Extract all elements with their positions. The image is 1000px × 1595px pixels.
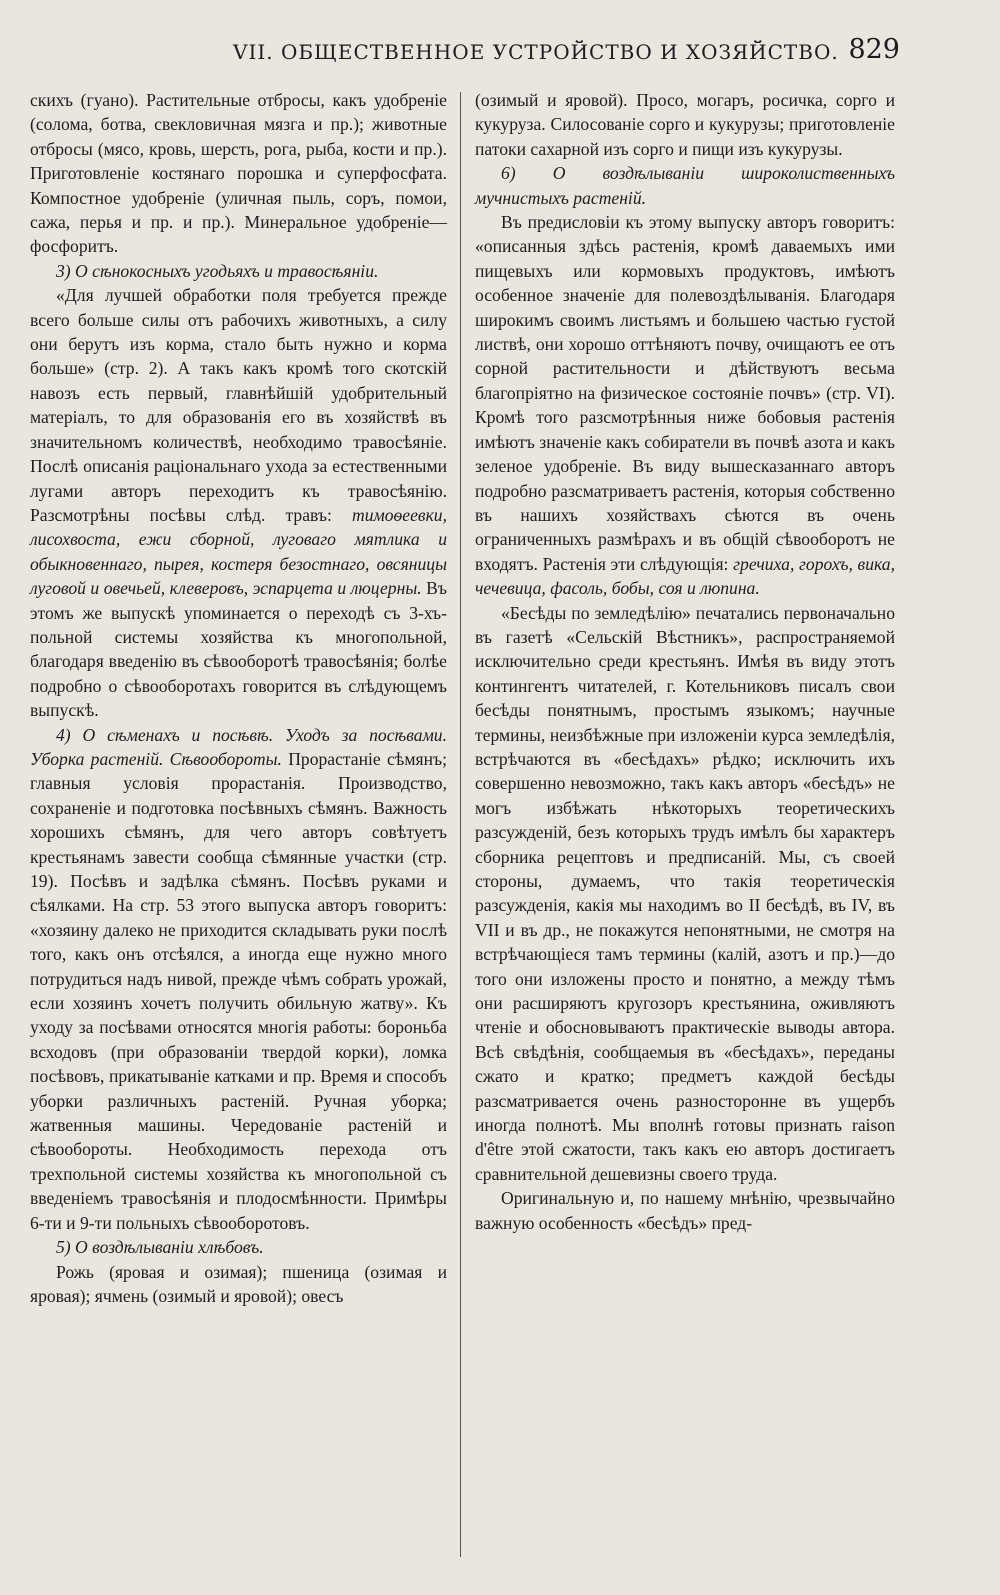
- section-heading: 4) О сѣменахъ и посѣвѣ. Уходъ за посѣвами. Уборка растеній. Сѣвообороты.: [30, 724, 447, 769]
- column-divider: [460, 92, 461, 1557]
- paragraph: скихъ (гуано). Растительные отбросы, какъ удобреніе (солома, ботва, свекловичная мязга и пр.); животные отбросы (мясо, кровь, шерсть, рога, рыба, кости и пр.). Приготовленіе костянаго порошка и суперфосфата. Компостное удобреніе (уличная пыль, соръ, помои, сажа, перья и пр. и пр.). Минеральное удобреніе—фосфоритъ.: [30, 90, 447, 257]
- paragraph: Оригинальную и, по нашему мнѣнію, чрезвычайно важную особенность «бесѣдъ» пред-: [475, 1188, 895, 1233]
- paragraph-text: Въ этомъ же выпускѣ упоминается о переходѣ съ 3-хъ-польной системы хозяйства къ многопольной, благодаря введенію въ сѣвооборотѣ травосѣянія; болѣе подробно о сѣвооборотахъ говорится въ слѣдующемъ выпускѣ.: [30, 578, 447, 721]
- paragraph-text: «Для лучшей обработки поля требуется прежде всего больше силы отъ рабочихъ животныхъ, а силу они берутъ изъ корма, стало быть нужно и корма больше» (стр. 2). А такъ какъ кромѣ того скотскій навозъ есть первый, главнѣйшій удобрительный матеріалъ, то для образованія его въ хозяйствѣ въ значительномъ количествѣ, необходимо травосѣяніе. Послѣ описанія раціональнаго ухода за естественными лугами авторъ переходитъ къ травосѣянію. Разсмотрѣны посѣвы слѣд. травъ:: [30, 285, 447, 525]
- paragraph: [30, 723, 447, 1236]
- paragraph: «Бесѣды по земледѣлію» печатались первоначально въ газетѣ «Сельскій Вѣстникъ», распространяемой исключительно среди крестьянъ. Имѣя въ виду этотъ контингентъ читателей, г. Котельниковъ писалъ свои бесѣды понятнымъ, простымъ языкомъ; научные термины, неизбѣжные при изложеніи курса земледѣлія, встрѣчаются въ «бесѣдахъ» рѣдко; исключить ихъ совершенно невозможно, такъ какъ авторъ «бесѣдъ» не могъ избѣжать нѣкоторыхъ теоретическихъ разсужденій, безъ которыхъ трудъ имѣлъ бы характеръ сборника рецептовъ и предписаній. Мы, съ своей стороны, думаемъ, что такія теоретическія разсужденія, какія мы находимъ во II бесѣдѣ, въ IV, въ VII и въ др., не покажутся непонятными, не смотря на встрѣчающіеся тамъ термины (калій, азотъ и пр.)—до того они изложены просто и понятно, а между тѣмъ они расширяютъ кругозоръ крестьянина, оживляютъ чтеніе и обосновываютъ практическіе выводы автора. Всѣ свѣдѣнія, сообщаемыя въ «бесѣдахъ», переданы сжато и кратко; предметъ каждой бесѣды разсматривается очень разносторонне въ ущербъ иногда полнотѣ. Мы вполнѣ готовы признать raison d'être этой сжатости, такъ какъ ею авторъ достигаетъ сравнительной дешевизны своего труда.: [475, 602, 895, 1184]
- section-title: VII. ОБЩЕСТВЕННОЕ УСТРОЙСТВО И ХОЗЯЙСТВО.: [233, 40, 839, 64]
- paragraph: (озимый и яровой). Просо, могаръ, росичка, сорго и кукуруза. Силосованіе сорго и кукурузы; приготовленіе патоки сахарной изъ сорго и пищи изъ кукурузы.: [475, 90, 895, 159]
- right-column: [475, 88, 895, 1235]
- paragraph: [475, 210, 895, 601]
- paragraph-text: Въ предисловіи къ этому выпуску авторъ говоритъ: «описанныя здѣсь растенія, кромѣ даваемыхъ ими пищевыхъ или кормовыхъ продуктовъ, имѣютъ особенное значеніе для полевоздѣлыванія. Благодаря широкимъ своимъ листьямъ и большею частью густой листвѣ, они хорошо оттѣняютъ почву, очищаютъ ее отъ сорной растительности и дѣйствуютъ весьма благопріятно на физическое состояніе почвъ» (стр. VI). Кромѣ того разсмотрѣнныя ниже бобовыя растенія имѣютъ значеніе какъ собиратели въ почвѣ азота и какъ зеленое удобреніе. Въ виду вышесказаннаго авторъ подробно разсматриваетъ растенія, которыя собственно въ нашихъ хозяйствахъ сѣются въ очень ограниченныхъ размѣрахъ и въ общій сѣвооборотъ не входятъ. Растенія эти слѣдующія:: [475, 212, 895, 574]
- section-heading: 3) О сѣнокосныхъ угодьяхъ и травосѣяніи.: [56, 260, 379, 281]
- running-header: [0, 34, 1000, 74]
- plant-list: гречиха, горохъ, вика, чечевица, фасоль, бобы, соя и люпина.: [475, 553, 895, 599]
- section-heading: 5) О воздѣлываніи хлѣбовъ.: [56, 1237, 264, 1258]
- paragraph: [30, 283, 447, 722]
- paragraph-text: Прорастаніе сѣмянъ; главныя условія прорастанія. Производство, сохраненіе и подготовка посѣвныхъ сѣмянъ. Важность хорошихъ сѣмянъ, для чего авторъ совѣтуетъ крестьянамъ завести сообща сѣмянные участки (стр. 19). Посѣвъ и задѣлка сѣмянъ. Посѣвъ руками и сѣялками. На стр. 53 этого выпуска авторъ говоритъ: «хозяину далеко не приходится складывать руки послѣ того, какъ онъ отсѣялся, а иногда еще нужно много потрудиться надъ нивой, прежде чѣмъ собрать урожай, если хозяинъ хочетъ получить обильную жатву». Къ уходу за посѣвами относятся многія работы: бороньба всходовъ (при образованіи твердой корки), ломка посѣвовъ, прикатываніе катками и пр. Время и способъ уборки различныхъ растеній. Ручная уборка; жатвенныя машины. Чередованіе растеній и сѣвообороты. Необходимость перехода отъ трехпольной системы хозяйства къ многопольной съ введеніемъ травосѣянія и плодосмѣнности. Примѣры 6-ти и 9-ти польныхъ сѣвооборотовъ.: [30, 748, 447, 1233]
- page-number: 829: [848, 34, 900, 65]
- section-heading: 6) О воздѣлываніи широколиственныхъ мучнистыхъ растеній.: [475, 163, 895, 208]
- left-column: [30, 88, 447, 1308]
- paragraph: Рожь (яровая и озимая); пшеница (озимая и яровая); ячмень (озимый и яровой); овесъ: [30, 1261, 447, 1306]
- plant-list: тимоѳеевки, лисохвоста, ежи сборной, луговаго мятлика и обыкновеннаго, пырея, костеря безостнаго, овсяницы луговой и овечьей, клеверовъ, эспарцета и люцерны.: [30, 504, 447, 599]
